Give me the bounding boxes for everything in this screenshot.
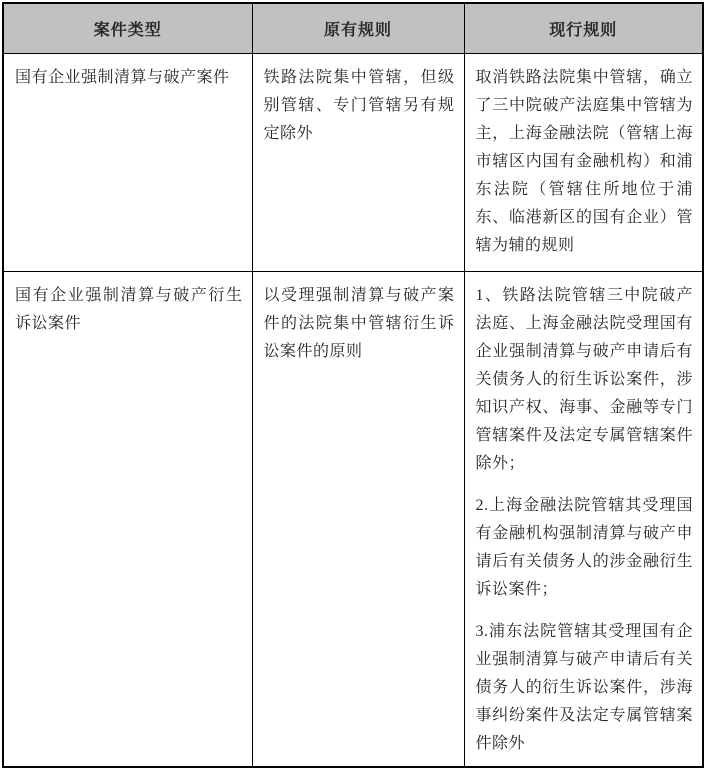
header-original-rule: 原有规则 [252, 3, 464, 53]
table-row [3, 53, 703, 271]
current-rule-paragraph: 取消铁路法院集中管辖，确立了三中院破产法庭集中管辖为主，上海金融法院（管辖上海市辖区内国有金融机构）和浦东法院（管辖住所地位于浦东、临港新区的国有企业）管辖为辅的规则 [475, 68, 693, 254]
case-type-text: 国有企业强制清算与破产案件 [15, 68, 230, 86]
current-rule-paragraph-3: 3.浦东法院管辖其受理国有企业强制清算与破产申请后有关债务人的衍生诉讼案件，涉海事纠纷案件及法定专属管辖案件除外 [475, 622, 693, 752]
current-rule-paragraph-2: 2.上海金融法院管辖其受理国有金融机构强制清算与破产申请后有关债务人的涉金融衍生诉讼案件； [475, 496, 693, 598]
cell-current-rule-row2 [464, 271, 703, 767]
rules-comparison-table [2, 2, 704, 768]
current-rule-paragraph-1: 1、铁路法院管辖三中院破产法庭、上海金融法院受理国有企业强制清算与破产申请后有关债务人的衍生诉讼案件，涉知识产权、海事、金融等专门管辖案件及法定专属管辖案件除外； [475, 286, 693, 472]
original-rule-text: 以受理强制清算与破产案件的法院集中管辖衍生诉讼案件的原则 [263, 286, 455, 360]
cell-original-rule-row1 [252, 53, 464, 271]
header-case-type: 案件类型 [3, 3, 252, 53]
table-header-row [3, 3, 703, 53]
cell-case-type-row2 [3, 271, 252, 767]
case-type-text: 国有企业强制清算与破产衍生诉讼案件 [15, 286, 243, 332]
cell-current-rule-row1 [464, 53, 703, 271]
header-current-rule: 现行规则 [464, 3, 703, 53]
original-rule-text: 铁路法院集中管辖，但级别管辖、专门管辖另有规定除外 [263, 68, 455, 142]
table-row [3, 271, 703, 767]
cell-original-rule-row2 [252, 271, 464, 767]
cell-case-type-row1 [3, 53, 252, 271]
